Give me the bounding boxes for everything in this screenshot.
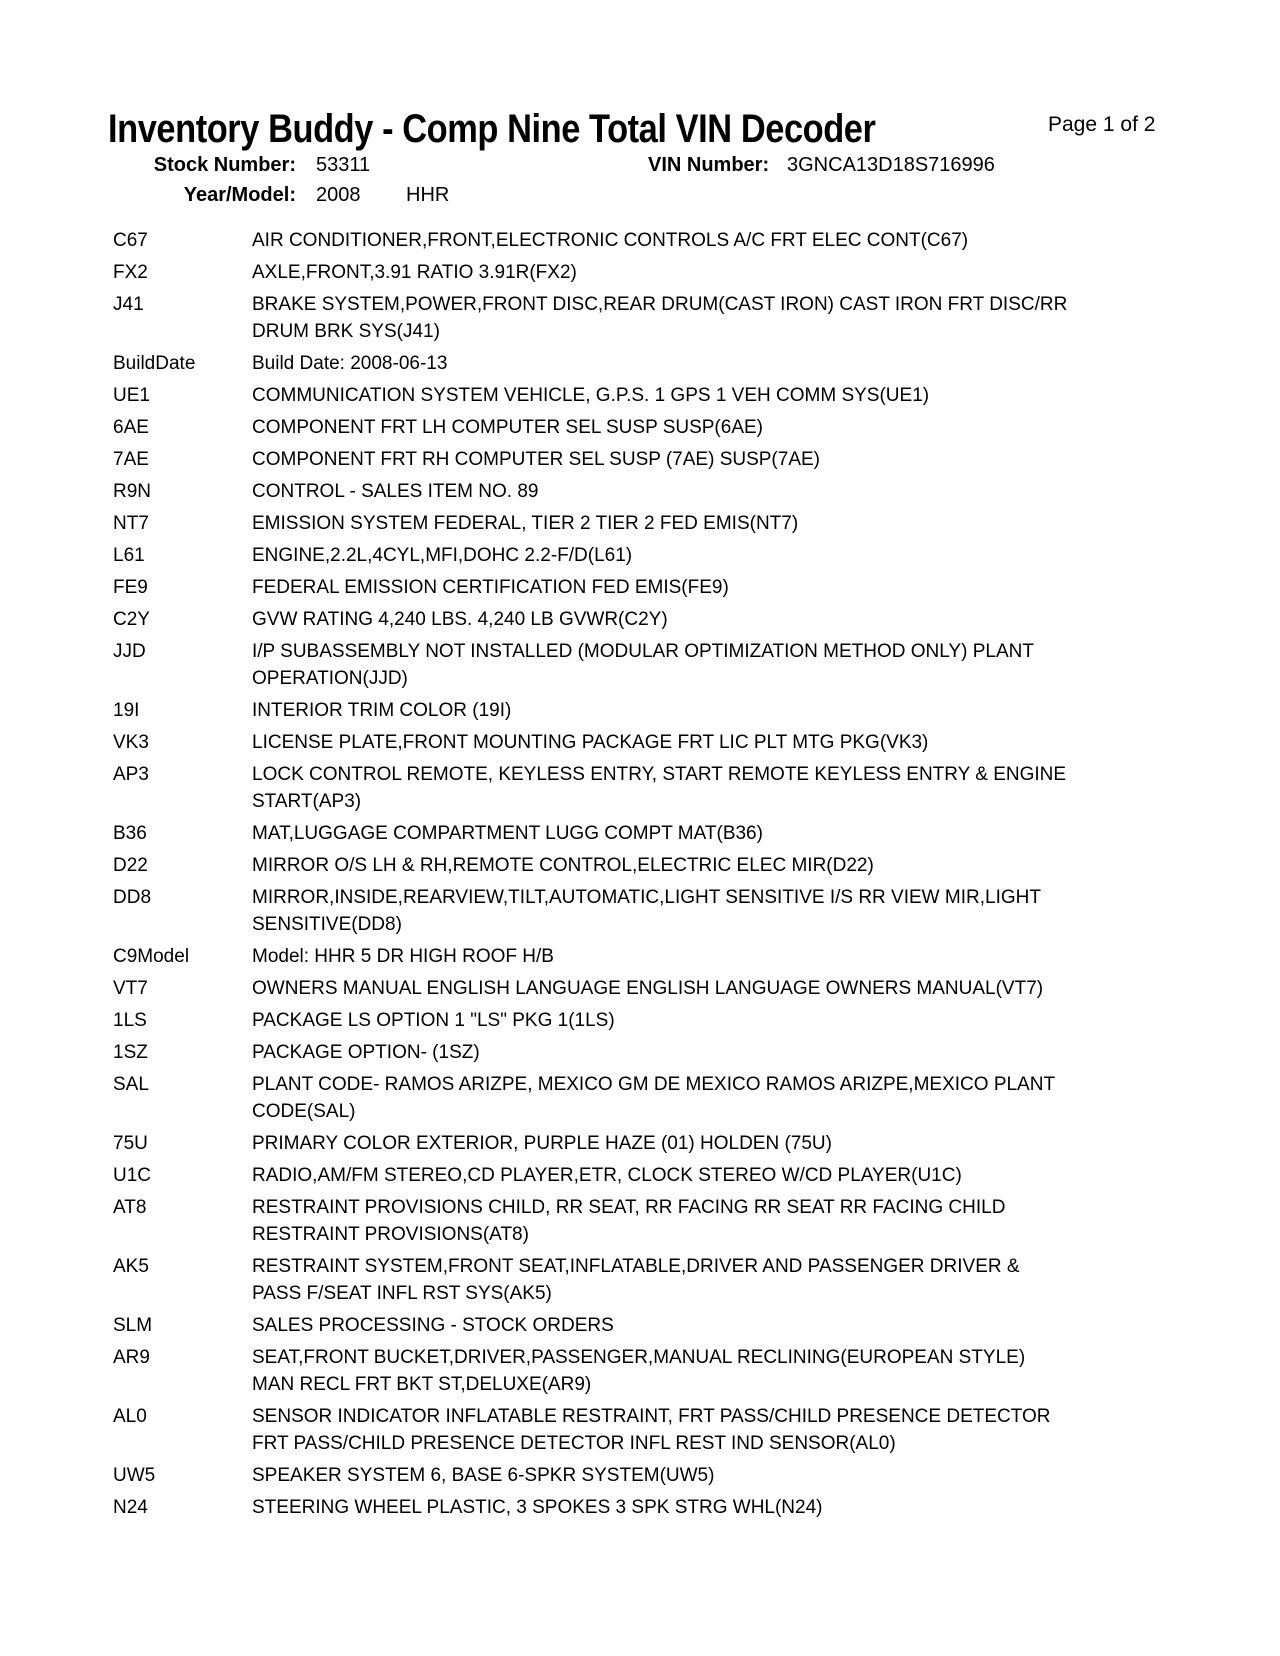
option-description-line: RESTRAINT SYSTEM,FRONT SEAT,INFLATABLE,DRIVER AND PASSENGER DRIVER & xyxy=(252,1256,1020,1277)
option-code: AP3 xyxy=(113,764,149,785)
option-code: AR9 xyxy=(113,1347,150,1368)
option-row xyxy=(113,1344,1173,1398)
page-number: Page 1 of 2 xyxy=(1048,113,1156,136)
vin-number-value: 3GNCA13D18S716996 xyxy=(787,154,995,176)
option-code: VK3 xyxy=(113,732,149,753)
year-model-label: Year/Model: xyxy=(183,184,296,206)
option-code: 1SZ xyxy=(113,1042,148,1063)
option-description xyxy=(252,291,1165,345)
option-code: DD8 xyxy=(113,887,152,908)
option-description-line: FEDERAL EMISSION CERTIFICATION FED EMIS(FE9) xyxy=(252,577,729,598)
option-description xyxy=(252,1462,1165,1489)
option-description xyxy=(252,382,1165,409)
option-description-line: CONTROL - SALES ITEM NO. 89 xyxy=(252,481,539,502)
option-code: AK5 xyxy=(113,1256,149,1277)
option-row xyxy=(113,852,1173,879)
option-description-line: Build Date: 2008-06-13 xyxy=(252,353,448,374)
option-row xyxy=(113,697,1173,724)
option-description xyxy=(252,542,1165,569)
option-description-line: ENGINE,2.2L,4CYL,MFI,DOHC 2.2-F/D(L61) xyxy=(252,545,633,566)
option-description xyxy=(252,761,1165,815)
option-description-line: MAT,LUGGAGE COMPARTMENT LUGG COMPT MAT(B36) xyxy=(252,823,763,844)
option-code: VT7 xyxy=(113,978,148,999)
option-row xyxy=(113,227,1173,254)
option-description-line: SPEAKER SYSTEM 6, BASE 6-SPKR SYSTEM(UW5) xyxy=(252,1465,715,1486)
option-code: L61 xyxy=(113,545,145,566)
option-code: UW5 xyxy=(113,1465,156,1486)
stock-number-value: 53311 xyxy=(316,154,371,176)
option-description-line: OWNERS MANUAL ENGLISH LANGUAGE ENGLISH LANGUAGE OWNERS MANUAL(VT7) xyxy=(252,978,1044,999)
option-code: SLM xyxy=(113,1315,153,1336)
option-row xyxy=(113,259,1173,286)
option-row xyxy=(113,291,1173,345)
option-list xyxy=(113,227,1173,1526)
option-description-line: SEAT,FRONT BUCKET,DRIVER,PASSENGER,MANUAL RECLINING(EUROPEAN STYLE) xyxy=(252,1347,1026,1368)
option-row xyxy=(113,820,1173,847)
option-code: 6AE xyxy=(113,417,149,438)
option-row xyxy=(113,943,1173,970)
option-description xyxy=(252,510,1165,537)
option-row xyxy=(113,1039,1173,1066)
option-description-line: AIR CONDITIONER,FRONT,ELECTRONIC CONTROLS A/C FRT ELEC CONT(C67) xyxy=(252,230,969,251)
option-code: J41 xyxy=(113,294,144,315)
option-row xyxy=(113,606,1173,633)
option-row xyxy=(113,729,1173,756)
option-description-line: SALES PROCESSING - STOCK ORDERS xyxy=(252,1315,614,1336)
option-description xyxy=(252,1312,1165,1339)
option-code: C2Y xyxy=(113,609,150,630)
option-row xyxy=(113,574,1173,601)
option-description xyxy=(252,852,1165,879)
option-description xyxy=(252,884,1165,938)
option-row xyxy=(113,1494,1173,1521)
option-row xyxy=(113,1403,1173,1457)
option-row xyxy=(113,1007,1173,1034)
option-description-line: SENSITIVE(DD8) xyxy=(252,914,402,935)
option-description xyxy=(252,1162,1165,1189)
option-description xyxy=(252,697,1165,724)
stock-number-label: Stock Number: xyxy=(153,154,296,176)
option-description-line: LOCK CONTROL REMOTE, KEYLESS ENTRY, START REMOTE KEYLESS ENTRY & ENGINE xyxy=(252,764,1067,785)
option-code: SAL xyxy=(113,1074,149,1095)
option-description-line: PACKAGE OPTION- (1SZ) xyxy=(252,1042,480,1063)
option-row xyxy=(113,1253,1173,1307)
option-code: 1LS xyxy=(113,1010,147,1031)
option-description-line: COMPONENT FRT RH COMPUTER SEL SUSP (7AE) SUSP(7AE) xyxy=(252,449,820,470)
option-row xyxy=(113,761,1173,815)
year-value: 2008 xyxy=(316,184,361,206)
option-description xyxy=(252,1039,1165,1066)
option-code: U1C xyxy=(113,1165,152,1186)
page-title: Inventory Buddy - Comp Nine Total VIN Decoder xyxy=(108,107,876,151)
option-description xyxy=(252,259,1165,286)
option-description-line: STEERING WHEEL PLASTIC, 3 SPOKES 3 SPK STRG WHL(N24) xyxy=(252,1497,823,1518)
option-description-line: PASS F/SEAT INFL RST SYS(AK5) xyxy=(252,1283,552,1304)
option-code: AT8 xyxy=(113,1197,147,1218)
option-row xyxy=(113,382,1173,409)
option-code: AL0 xyxy=(113,1406,147,1427)
option-description-line: MAN RECL FRT BKT ST,DELUXE(AR9) xyxy=(252,1374,592,1395)
option-description xyxy=(252,414,1165,441)
option-description-line: Model: HHR 5 DR HIGH ROOF H/B xyxy=(252,946,554,967)
option-description xyxy=(252,1194,1165,1248)
option-description xyxy=(252,574,1165,601)
option-description xyxy=(252,975,1165,1002)
vin-number-label: VIN Number: xyxy=(648,154,770,176)
option-row xyxy=(113,350,1173,377)
option-row xyxy=(113,1312,1173,1339)
option-description-line: RESTRAINT PROVISIONS(AT8) xyxy=(252,1224,529,1245)
option-description-line: PRIMARY COLOR EXTERIOR, PURPLE HAZE (01) HOLDEN (75U) xyxy=(252,1133,832,1154)
option-description-line: DRUM BRK SYS(J41) xyxy=(252,321,440,342)
option-code: NT7 xyxy=(113,513,149,534)
option-description xyxy=(252,1494,1165,1521)
option-description-line: I/P SUBASSEMBLY NOT INSTALLED (MODULAR OPTIMIZATION METHOD ONLY) PLANT xyxy=(252,641,1034,662)
option-code: FE9 xyxy=(113,577,148,598)
option-row xyxy=(113,414,1173,441)
option-description xyxy=(252,638,1165,692)
option-row xyxy=(113,1162,1173,1189)
option-description xyxy=(252,729,1165,756)
option-row xyxy=(113,1071,1173,1125)
option-row xyxy=(113,446,1173,473)
option-row xyxy=(113,510,1173,537)
model-value: HHR xyxy=(406,184,450,206)
option-description xyxy=(252,1130,1165,1157)
option-row xyxy=(113,884,1173,938)
option-description-line: EMISSION SYSTEM FEDERAL, TIER 2 TIER 2 FED EMIS(NT7) xyxy=(252,513,799,534)
option-row xyxy=(113,1462,1173,1489)
option-code: C9Model xyxy=(113,946,190,967)
option-row xyxy=(113,638,1173,692)
option-description xyxy=(252,350,1165,377)
option-description xyxy=(252,943,1165,970)
option-code: B36 xyxy=(113,823,147,844)
option-description-line: SENSOR INDICATOR INFLATABLE RESTRAINT, FRT PASS/CHILD PRESENCE DETECTOR xyxy=(252,1406,1051,1427)
option-description-line: INTERIOR TRIM COLOR (19I) xyxy=(252,700,512,721)
option-row xyxy=(113,1130,1173,1157)
option-code: C67 xyxy=(113,230,148,251)
option-description-line: GVW RATING 4,240 LBS. 4,240 LB GVWR(C2Y) xyxy=(252,609,668,630)
option-description xyxy=(252,446,1165,473)
option-description-line: RADIO,AM/FM STEREO,CD PLAYER,ETR, CLOCK STEREO W/CD PLAYER(U1C) xyxy=(252,1165,962,1186)
option-description-line: PLANT CODE- RAMOS ARIZPE, MEXICO GM DE MEXICO RAMOS ARIZPE,MEXICO PLANT xyxy=(252,1074,1056,1095)
option-description-line: RESTRAINT PROVISIONS CHILD, RR SEAT, RR FACING RR SEAT RR FACING CHILD xyxy=(252,1197,1006,1218)
option-description-line: PACKAGE LS OPTION 1 "LS" PKG 1(1LS) xyxy=(252,1010,615,1031)
option-description-line: AXLE,FRONT,3.91 RATIO 3.91R(FX2) xyxy=(252,262,577,283)
option-row xyxy=(113,975,1173,1002)
option-description xyxy=(252,227,1165,254)
option-code: FX2 xyxy=(113,262,148,283)
option-code: 7AE xyxy=(113,449,149,470)
option-description xyxy=(252,1071,1165,1125)
option-description-line: OPERATION(JJD) xyxy=(252,668,408,689)
option-row xyxy=(113,478,1173,505)
option-code: 75U xyxy=(113,1133,148,1154)
option-code: BuildDate xyxy=(113,353,196,374)
option-code: UE1 xyxy=(113,385,150,406)
option-code: D22 xyxy=(113,855,148,876)
option-description xyxy=(252,820,1165,847)
option-description-line: START(AP3) xyxy=(252,791,362,812)
option-description xyxy=(252,606,1165,633)
option-description xyxy=(252,1344,1165,1398)
option-description-line: MIRROR,INSIDE,REARVIEW,TILT,AUTOMATIC,LIGHT SENSITIVE I/S RR VIEW MIR,LIGHT xyxy=(252,887,1041,908)
option-description-line: MIRROR O/S LH & RH,REMOTE CONTROL,ELECTRIC ELEC MIR(D22) xyxy=(252,855,874,876)
option-description-line: COMMUNICATION SYSTEM VEHICLE, G.P.S. 1 GPS 1 VEH COMM SYS(UE1) xyxy=(252,385,930,406)
option-description xyxy=(252,1253,1165,1307)
option-description-line: FRT PASS/CHILD PRESENCE DETECTOR INFL REST IND SENSOR(AL0) xyxy=(252,1433,896,1454)
option-code: N24 xyxy=(113,1497,148,1518)
option-row xyxy=(113,1194,1173,1248)
option-description xyxy=(252,1007,1165,1034)
option-code: 19I xyxy=(113,700,140,721)
option-code: R9N xyxy=(113,481,152,502)
option-code: JJD xyxy=(113,641,146,662)
option-description-line: BRAKE SYSTEM,POWER,FRONT DISC,REAR DRUM(CAST IRON) CAST IRON FRT DISC/RR xyxy=(252,294,1068,315)
option-description-line: COMPONENT FRT LH COMPUTER SEL SUSP SUSP(6AE) xyxy=(252,417,763,438)
option-description xyxy=(252,478,1165,505)
option-description xyxy=(252,1403,1165,1457)
option-description-line: LICENSE PLATE,FRONT MOUNTING PACKAGE FRT LIC PLT MTG PKG(VK3) xyxy=(252,732,929,753)
option-description-line: CODE(SAL) xyxy=(252,1101,356,1122)
option-row xyxy=(113,542,1173,569)
